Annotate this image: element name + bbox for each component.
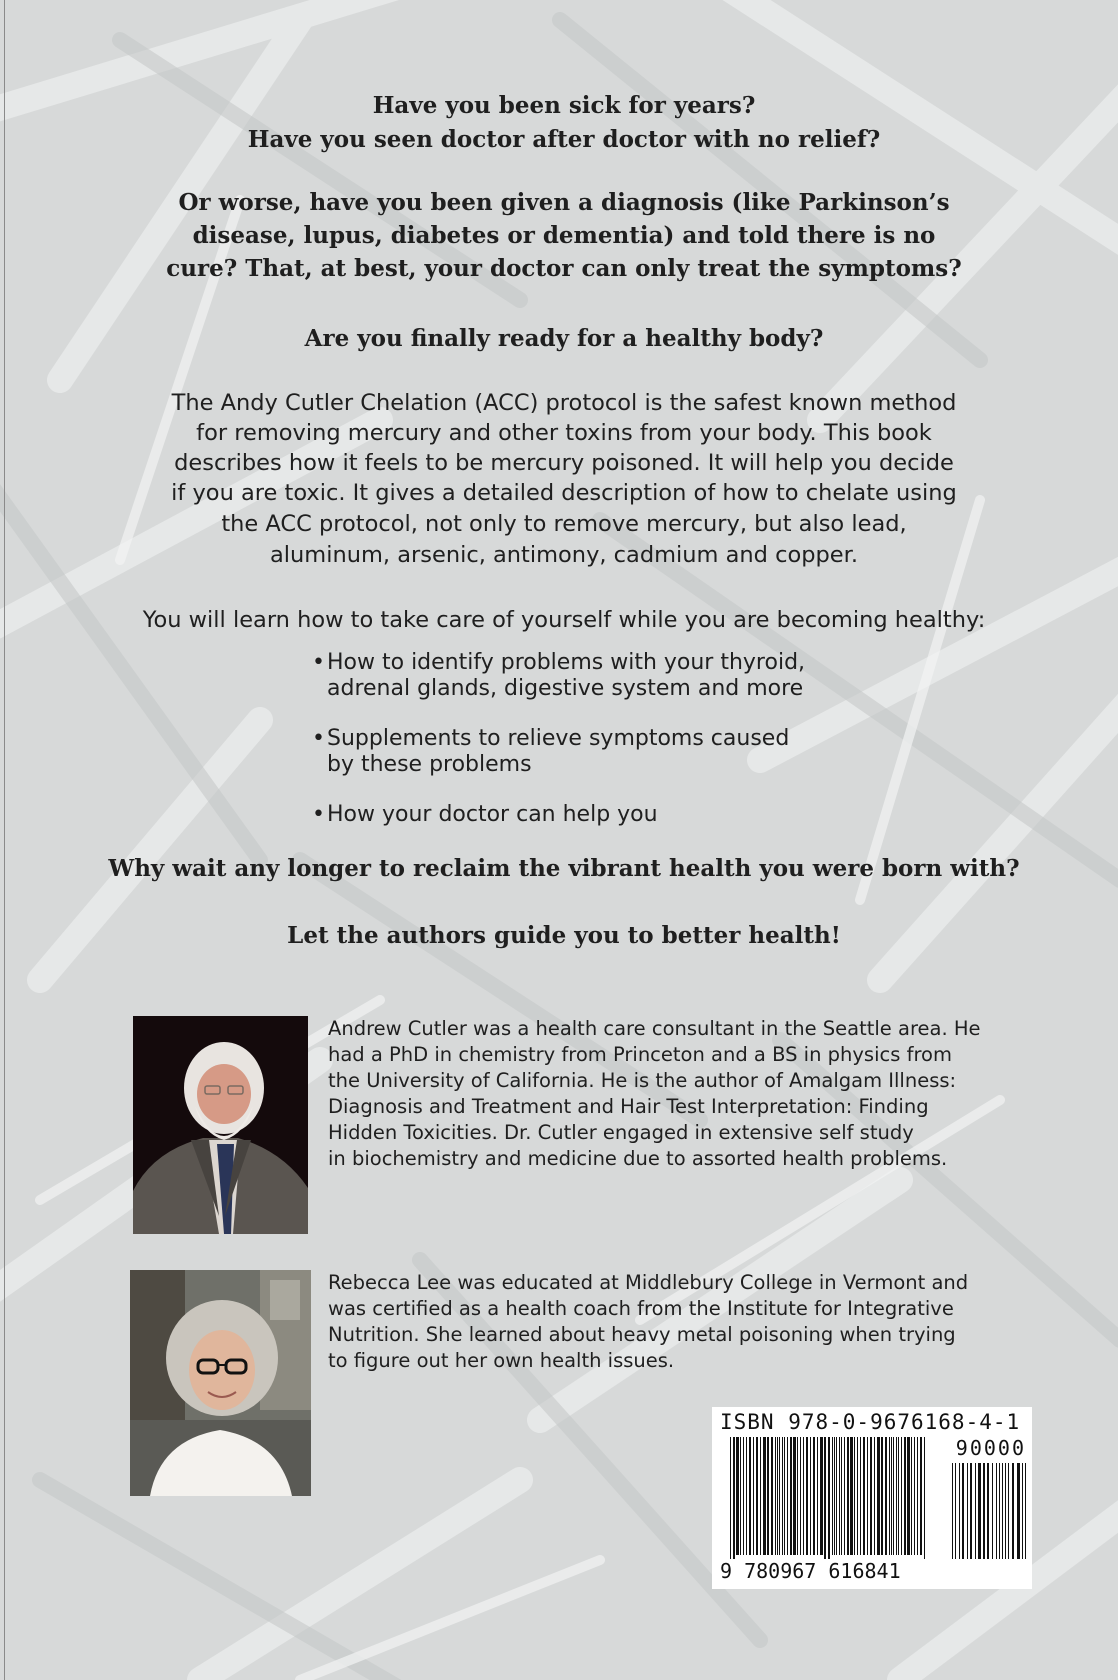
isbn-barcode bbox=[712, 1407, 1032, 1589]
barcode-bar bbox=[850, 1437, 853, 1555]
barcode-bar bbox=[782, 1437, 783, 1555]
barcode-bar bbox=[793, 1437, 796, 1555]
barcode-addon-bar bbox=[1025, 1463, 1026, 1559]
barcode-bar bbox=[874, 1437, 875, 1555]
barcode-bar bbox=[828, 1437, 830, 1559]
barcode-addon-bar bbox=[983, 1463, 985, 1559]
barcode-bar bbox=[839, 1437, 840, 1555]
barcode-addon-bar bbox=[978, 1463, 981, 1559]
isbn-label: ISBN 978-0-9676168-4-1 bbox=[720, 1410, 1021, 1434]
barcode-bar bbox=[779, 1437, 780, 1555]
barcode-bar bbox=[889, 1437, 890, 1555]
portrait-woman-glasses-icon bbox=[130, 1270, 311, 1496]
list-item bbox=[312, 802, 952, 828]
barcode-bar bbox=[877, 1437, 880, 1555]
barcode-bar bbox=[787, 1437, 788, 1555]
spine-edge bbox=[4, 0, 5, 1680]
barcode-bar bbox=[784, 1437, 785, 1555]
barcode-addon-bar bbox=[1017, 1463, 1020, 1559]
barcode-bar bbox=[911, 1437, 912, 1555]
barcode-bar bbox=[841, 1437, 842, 1555]
barcode-bar bbox=[800, 1437, 801, 1555]
barcode-bar bbox=[730, 1437, 731, 1559]
headline-diagnosis-line-2: disease, lupus, diabetes or dementia) and told there is no bbox=[192, 222, 936, 249]
description-line-1: The Andy Cutler Chelation (ACC) protocol is the safest known method bbox=[171, 390, 957, 416]
barcode-addon-bar bbox=[996, 1463, 997, 1559]
headline-diagnosis-line-1: Or worse, have you been given a diagnosis (like Parkinson’s bbox=[178, 189, 950, 216]
barcode-bar bbox=[917, 1437, 918, 1555]
barcode-bar bbox=[749, 1437, 751, 1555]
barcode-addon-bar bbox=[1008, 1463, 1009, 1559]
headline-sick-years: Have you been sick for years? bbox=[372, 92, 756, 119]
bio-cutler-line-1: Andrew Cutler was a health care consultant in the Seattle area. He bbox=[328, 1017, 981, 1040]
barcode-bar bbox=[797, 1437, 798, 1555]
bullet-supplements-line-2: by these problems bbox=[327, 752, 532, 777]
description-line-4: if you are toxic. It gives a detailed description of how to chelate using bbox=[171, 480, 957, 506]
isbn-addon: 90000 bbox=[955, 1436, 1026, 1460]
barcode-bar bbox=[777, 1437, 778, 1555]
ean-digits: 9 780967 616841 bbox=[720, 1559, 901, 1583]
barcode-addon-bar bbox=[1005, 1463, 1006, 1559]
barcode-bar bbox=[832, 1437, 833, 1555]
barcode-bar bbox=[896, 1437, 897, 1555]
barcode-bar bbox=[881, 1437, 883, 1555]
barcode-addon-bar bbox=[962, 1463, 964, 1559]
barcode-bar bbox=[743, 1437, 744, 1555]
barcode-addon-bar bbox=[955, 1463, 956, 1559]
barcode-bar bbox=[767, 1437, 769, 1555]
barcode-bar bbox=[824, 1437, 826, 1559]
bio-lee-line-3: Nutrition. She learned about heavy metal poisoning when trying bbox=[328, 1323, 956, 1346]
headline-why-wait: Why wait any longer to reclaim the vibrant health you were born with? bbox=[108, 855, 1020, 882]
description-line-6: aluminum, arsenic, antimony, cadmium and copper. bbox=[270, 542, 858, 568]
barcode-bar bbox=[907, 1437, 910, 1555]
bullet-doctor: How your doctor can help you bbox=[327, 802, 658, 827]
description-line-2: for removing mercury and other toxins from your body. This book bbox=[196, 420, 932, 446]
barcode-bar bbox=[756, 1437, 758, 1555]
barcode-bar bbox=[736, 1437, 739, 1555]
portrait-man-beard-icon bbox=[133, 1016, 308, 1234]
barcode-bar bbox=[844, 1437, 845, 1555]
bio-cutler-line-5: Hidden Toxicities. Dr. Cutler engaged in extensive self study bbox=[328, 1121, 914, 1144]
barcode-bar bbox=[771, 1437, 773, 1555]
description-line-5: the ACC protocol, not only to remove mercury, but also lead, bbox=[221, 511, 907, 537]
barcode-addon-bar bbox=[999, 1463, 1000, 1559]
barcode-bar bbox=[857, 1437, 858, 1555]
barcode-bar bbox=[775, 1437, 776, 1555]
barcode-bars bbox=[730, 1437, 1030, 1561]
list-item bbox=[312, 650, 952, 702]
barcode-bar bbox=[763, 1437, 766, 1555]
barcode-addon-bar bbox=[967, 1463, 968, 1559]
headline-diagnosis-line-3: cure? That, at best, your doctor can only treat the symptoms? bbox=[166, 255, 962, 282]
barcode-bar bbox=[914, 1437, 915, 1555]
barcode-bar bbox=[920, 1437, 922, 1555]
barcode-bar bbox=[817, 1437, 818, 1555]
barcode-bar bbox=[863, 1437, 865, 1555]
barcode-addon-bar bbox=[959, 1463, 960, 1559]
barcode-bar bbox=[924, 1437, 925, 1559]
barcode-bar bbox=[885, 1437, 887, 1555]
barcode-bar bbox=[904, 1437, 906, 1555]
bio-cutler-line-6: in biochemistry and medicine due to assorted health problems. bbox=[328, 1147, 948, 1170]
barcode-bar bbox=[870, 1437, 872, 1555]
author-photo-lee bbox=[130, 1270, 311, 1496]
headline-ready: Are you finally ready for a healthy body? bbox=[304, 325, 824, 352]
barcode-bar bbox=[891, 1437, 892, 1555]
barcode-bar bbox=[898, 1437, 899, 1555]
barcode-bar bbox=[740, 1437, 741, 1555]
barcode-bar bbox=[847, 1437, 849, 1555]
barcode-addon-bar bbox=[975, 1463, 976, 1559]
barcode-addon-bar bbox=[970, 1463, 972, 1559]
barcode-bar bbox=[867, 1437, 868, 1555]
bio-cutler-line-3: the University of California. He is the author of Amalgam Illness: bbox=[328, 1069, 957, 1092]
bio-cutler-line-4: Diagnosis and Treatment and Hair Test Interpretation: Finding bbox=[328, 1095, 929, 1118]
benefits-list bbox=[312, 650, 952, 852]
barcode-bar bbox=[854, 1437, 855, 1555]
bio-cutler-line-2: had a PhD in chemistry from Princeton and a BS in physics from bbox=[328, 1043, 952, 1066]
bullet-supplements-line-1: Supplements to relieve symptoms caused bbox=[327, 726, 790, 751]
headline-doctor-after-doctor: Have you seen doctor after doctor with no relief? bbox=[247, 126, 881, 153]
barcode-bar bbox=[893, 1437, 894, 1555]
barcode-addon-bar bbox=[992, 1463, 993, 1559]
barcode-addon-bar bbox=[1012, 1463, 1014, 1559]
barcode-bar bbox=[746, 1437, 747, 1555]
list-item bbox=[312, 726, 952, 778]
barcode-bar bbox=[836, 1437, 837, 1555]
barcode-bar bbox=[790, 1437, 792, 1555]
barcode-addon-bar bbox=[952, 1463, 953, 1559]
barcode-bar bbox=[803, 1437, 804, 1555]
bullet-thyroid-line-2: adrenal glands, digestive system and more bbox=[327, 676, 804, 701]
barcode-addon-bar bbox=[1002, 1463, 1003, 1559]
bio-lee-line-2: was certified as a health coach from the Institute for Integrative bbox=[328, 1297, 954, 1320]
bio-lee-line-4: to figure out her own health issues. bbox=[328, 1349, 675, 1372]
barcode-bar bbox=[806, 1437, 808, 1555]
barcode-bar bbox=[810, 1437, 811, 1555]
barcode-bar bbox=[834, 1437, 835, 1555]
description-line-3: describes how it feels to be mercury poisoned. It will help you decide bbox=[174, 450, 954, 476]
barcode-addon-bar bbox=[987, 1463, 989, 1559]
barcode-bar bbox=[901, 1437, 902, 1555]
bio-lee-line-1: Rebecca Lee was educated at Middlebury College in Vermont and bbox=[328, 1271, 969, 1294]
barcode-bar bbox=[860, 1437, 861, 1555]
barcode-bar bbox=[820, 1437, 823, 1555]
barcode-bar bbox=[753, 1437, 754, 1555]
barcode-addon-bar bbox=[1022, 1463, 1023, 1559]
learn-intro: You will learn how to take care of yourself while you are becoming healthy: bbox=[142, 607, 986, 633]
bullet-thyroid-line-1: How to identify problems with your thyroid, bbox=[327, 650, 806, 675]
headline-authors-guide: Let the authors guide you to better health! bbox=[287, 922, 841, 949]
author-photo-cutler bbox=[133, 1016, 308, 1234]
barcode-bar bbox=[760, 1437, 761, 1555]
barcode-bar bbox=[813, 1437, 815, 1555]
barcode-bar bbox=[733, 1437, 735, 1559]
